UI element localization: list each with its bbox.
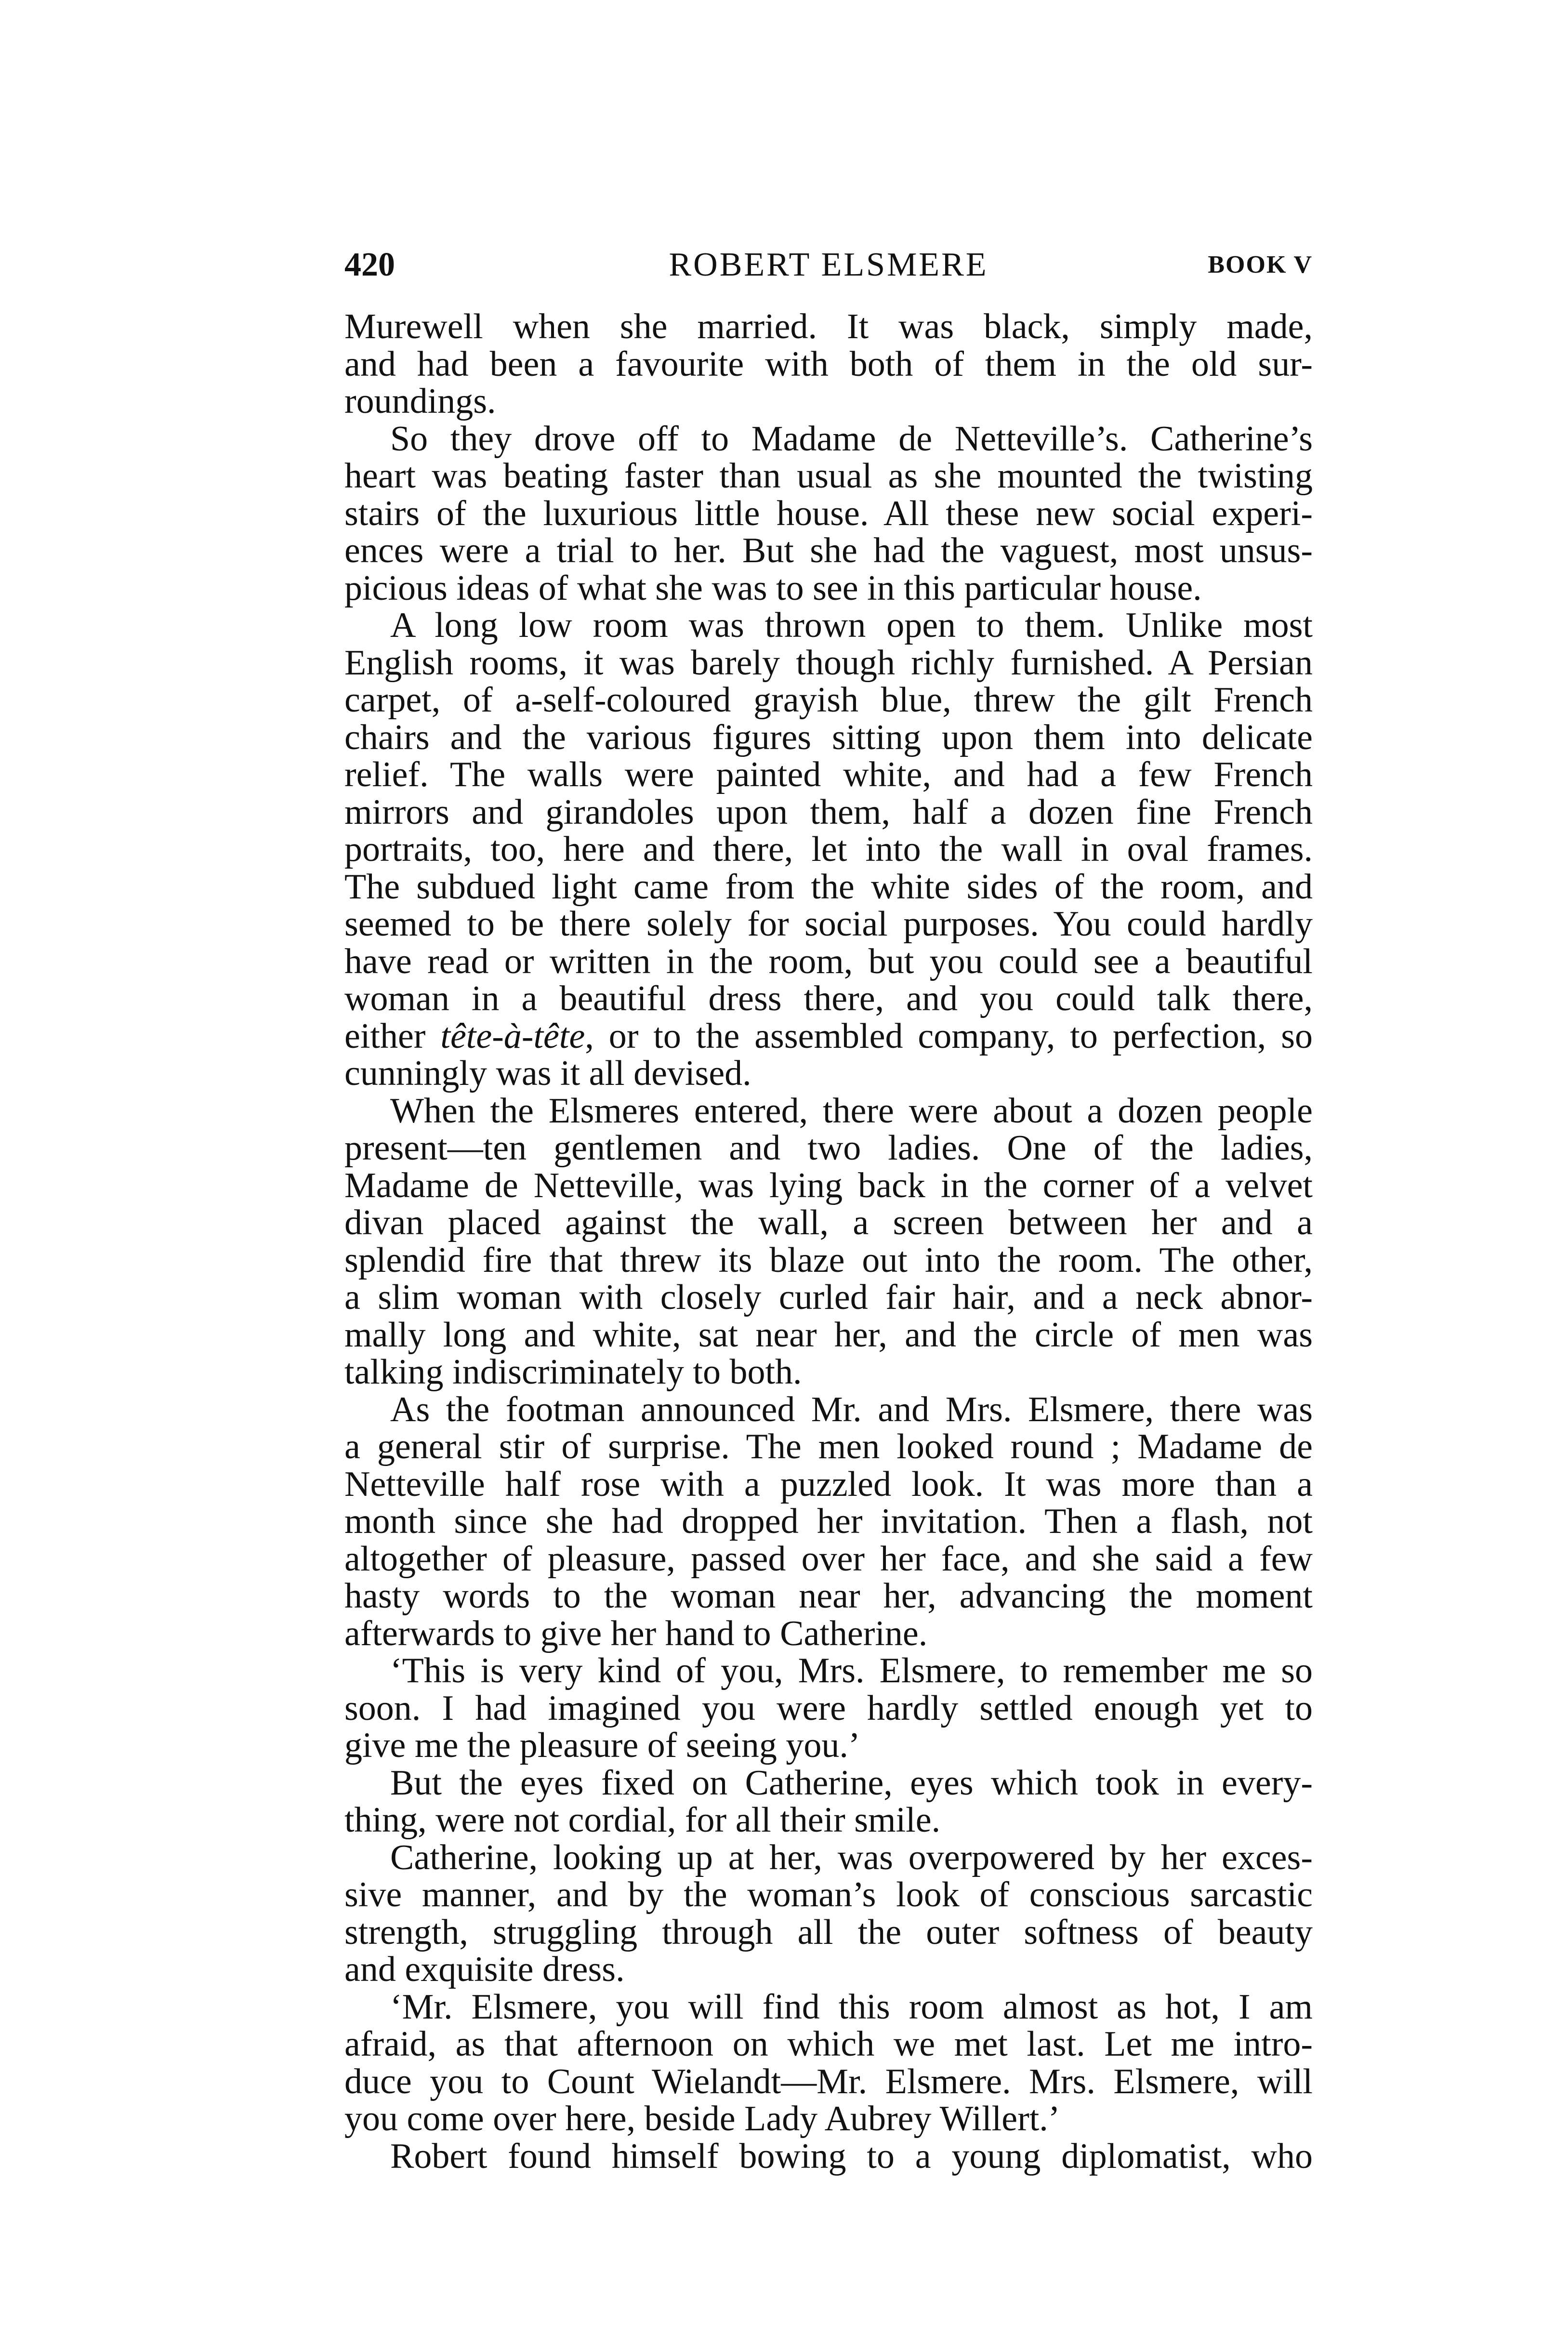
book-label: BOOK V [1208, 251, 1313, 278]
text-line [344, 2063, 1313, 2101]
text-line [344, 1652, 1313, 1690]
text-line-content: ‘Mr. Elsmere, you will find this room almost as hot, I am [390, 1987, 1313, 2027]
text-line-content: a slim woman with closely curled fair hair, and a neck abnor- [344, 1278, 1313, 1317]
text-line-content: Netteville half rose with a puzzled look. It was more than a [344, 1464, 1313, 1504]
body-text [344, 308, 1313, 2175]
text-line-content: a general stir of surprise. The men looked round ; Madame de [344, 1427, 1313, 1466]
text-line [344, 383, 1313, 421]
text-line-content: have read or written in the room, but you could see a beautiful [344, 941, 1313, 981]
running-header [344, 243, 1313, 287]
text-line-content: you come over here, beside Lady Aubrey Willert.’ [344, 2099, 1060, 2139]
text-line-content: talking indiscriminately to both. [344, 1352, 802, 1392]
text-line-content: strength, struggling through all the outer softness of beauty [344, 1912, 1313, 1952]
text-line [344, 1018, 1313, 1056]
text-line-content: heart was beating faster than usual as she mounted the twisting [344, 456, 1313, 496]
text-line-content: Murewell when she married. It was black, simply made, [344, 307, 1313, 346]
text-line [344, 1765, 1313, 1802]
text-line-content: chairs and the various figures sitting upon them into delicate [344, 717, 1313, 757]
text-line [344, 1204, 1313, 1242]
text-line [344, 682, 1313, 719]
text-line [344, 869, 1313, 906]
text-line-content: But the eyes fixed on Catherine, eyes which took in every- [390, 1763, 1313, 1803]
text-line [344, 1727, 1313, 1765]
text-line [344, 1541, 1313, 1578]
text-line [344, 2100, 1313, 2138]
text-line-content: hasty words to the woman near her, advancing the moment [344, 1576, 1313, 1616]
text-line-content: soon. I had imagined you were hardly settled enough yet to [344, 1688, 1313, 1728]
text-line [344, 645, 1313, 682]
text-line [344, 495, 1313, 533]
text-line [344, 2026, 1313, 2063]
text-line [344, 906, 1313, 943]
italic-phrase: tête-à-tête [440, 1016, 585, 1056]
text-line [344, 308, 1313, 346]
text-line [344, 1839, 1313, 1877]
text-line-content: portraits, too, here and there, let into the wall in oval frames. [344, 830, 1313, 869]
text-line-content: mally long and white, sat near her, and the circle of men was [344, 1315, 1313, 1355]
text-line-content: and exquisite dress. [344, 1950, 625, 1989]
text-line-content: When the Elsmeres entered, there were about a dozen people [390, 1091, 1313, 1131]
text-line-content: stairs of the luxurious little house. All these new social experi- [344, 493, 1313, 533]
text-line [344, 346, 1313, 383]
text-line-content: month since she had dropped her invitation. Then a flash, not [344, 1502, 1313, 1541]
page-number: 420 [344, 246, 395, 283]
text-line [344, 1167, 1313, 1205]
text-line-content: Madame de Netteville, was lying back in the corner of a velvet [344, 1165, 1313, 1205]
text-line-content: As the footman announced Mr. and Mrs. Elsmere, there was [390, 1389, 1313, 1429]
text-line-content: English rooms, it was barely though richly furnished. A Persian [344, 643, 1313, 683]
text-line-content: ences were a trial to her. But she had the vaguest, most unsus- [344, 531, 1313, 570]
text-line-content: give me the pleasure of seeing you.’ [344, 1726, 860, 1765]
text-line [344, 1391, 1313, 1429]
text-line [344, 719, 1313, 757]
text-line-content: roundings. [344, 382, 496, 421]
text-line [344, 1989, 1313, 2026]
text-line-content: afraid, as that afternoon on which we met last. Let me intro- [344, 2024, 1313, 2064]
text-line [344, 532, 1313, 570]
text-line-content: So they drove off to Madame de Netteville’s. Catherine’s [390, 419, 1313, 459]
text-line-content: cunningly was it all devised. [344, 1054, 751, 1093]
text-line-content: A long low room was thrown open to them. Unlike most [390, 606, 1313, 645]
text-line-content: altogether of pleasure, passed over her face, and she said a few [344, 1539, 1313, 1579]
text-line-content: seemed to be there solely for social purposes. You could hardly [344, 904, 1313, 944]
text-line-content: splendid fire that threw its blaze out into the room. The other, [344, 1240, 1313, 1280]
text-line [344, 1130, 1313, 1167]
text-line-content: carpet, of a-self-coloured grayish blue, threw the gilt French [344, 680, 1313, 720]
text-line [344, 1354, 1313, 1391]
text-line-content: Robert found himself bowing to a young diplomatist, who [390, 2136, 1313, 2176]
text-line [344, 1503, 1313, 1541]
text-line [344, 570, 1313, 607]
text-line-content: picious ideas of what she was to see in this particular house. [344, 568, 1202, 608]
text-line [344, 980, 1313, 1018]
text-line [344, 607, 1313, 645]
text-line [344, 1876, 1313, 1914]
text-line [344, 943, 1313, 981]
text-line-content: sive manner, and by the woman’s look of conscious sarcastic [344, 1875, 1313, 1914]
text-line-content: woman in a beautiful dress there, and you could talk there, [344, 979, 1313, 1018]
text-line [344, 1093, 1313, 1130]
text-line [344, 1914, 1313, 1952]
text-line [344, 1279, 1313, 1317]
text-line [344, 458, 1313, 495]
text-line-content: mirrors and girandoles upon them, half a dozen fine French [344, 792, 1313, 832]
text-line [344, 2138, 1313, 2176]
text-line [344, 1951, 1313, 1989]
text-line-content: thing, were not cordial, for all their smile. [344, 1800, 941, 1840]
text-line-content: divan placed against the wall, a screen between her and a [344, 1203, 1313, 1242]
text-line-content: ‘This is very kind of you, Mrs. Elsmere, to remember me so [390, 1651, 1313, 1690]
text-line [344, 1615, 1313, 1653]
text-line-content: The subdued light came from the white sides of the room, and [344, 867, 1313, 907]
text-line [344, 1055, 1313, 1093]
text-line-content: duce you to Count Wielandt—Mr. Elsmere. Mrs. Elsmere, will [344, 2061, 1313, 2101]
text-line-content: present—ten gentlemen and two ladies. One of the ladies, [344, 1128, 1313, 1168]
text-line-continuation: , or to the assembled company, to perfection, so [585, 1016, 1313, 1056]
text-line [344, 1242, 1313, 1280]
text-line-content: afterwards to give her hand to Catherine. [344, 1613, 928, 1653]
text-line [344, 1802, 1313, 1839]
text-line [344, 1690, 1313, 1728]
running-title: ROBERT ELSMERE [669, 246, 988, 283]
text-line-content: either [344, 1016, 441, 1056]
text-line [344, 794, 1313, 832]
text-line [344, 1428, 1313, 1466]
text-line [344, 421, 1313, 458]
text-line [344, 1466, 1313, 1504]
text-line-content: Catherine, looking up at her, was overpowered by her exces- [390, 1837, 1313, 1877]
text-line [344, 1317, 1313, 1354]
text-line [344, 1578, 1313, 1615]
text-line-content: and had been a favourite with both of them in the old sur- [344, 344, 1313, 384]
text-line-content: relief. The walls were painted white, and had a few French [344, 755, 1313, 794]
text-line [344, 756, 1313, 794]
text-line [344, 831, 1313, 869]
